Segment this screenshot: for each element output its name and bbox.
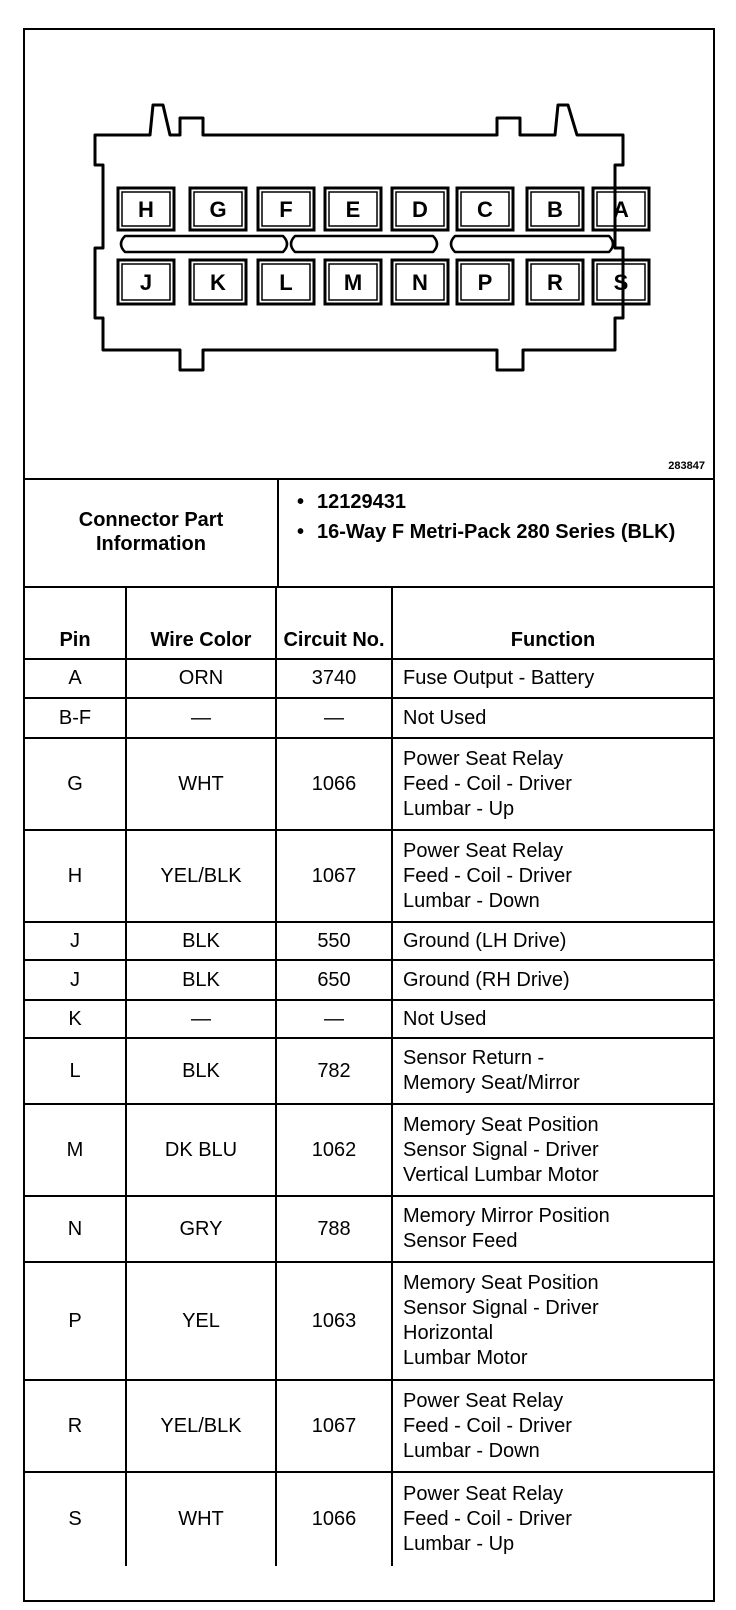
cavity-label-a: A [613, 197, 629, 222]
pin-cell: L [25, 1038, 126, 1104]
figure-id: 283847 [668, 460, 705, 472]
cavity-label-c: C [477, 197, 493, 222]
wire-color-cell: BLK [126, 1038, 276, 1104]
key-rail-left [121, 236, 287, 252]
table-row [25, 738, 713, 830]
function-cell: Power Seat Relay Feed - Coil - Driver Lumbar - Up [392, 1472, 713, 1566]
table-row [25, 1038, 713, 1104]
cavity-label-d: D [412, 197, 428, 222]
wire-color-cell: ORN [126, 659, 276, 698]
pin-table-header-row [25, 587, 713, 659]
bottom-row-cavities [118, 260, 649, 304]
table-row [25, 1196, 713, 1262]
key-rail-center [291, 236, 437, 252]
pin-cell: P [25, 1262, 126, 1380]
circuit-no-cell: 1062 [276, 1104, 392, 1196]
connector-body-outline [95, 105, 623, 370]
wire-color-cell: WHT [126, 1472, 276, 1566]
function-cell: Memory Seat Position Sensor Signal - Driver Horizontal Lumbar Motor [392, 1262, 713, 1380]
wire-color-cell: YEL/BLK [126, 1380, 276, 1472]
wire-color-cell: — [126, 698, 276, 738]
circuit-no-cell: 3740 [276, 659, 392, 698]
cavity-label-k: K [210, 270, 226, 295]
function-cell: Ground (RH Drive) [392, 960, 713, 1000]
circuit-no-cell: 1063 [276, 1262, 392, 1380]
cavity-label-g: G [209, 197, 227, 222]
function-cell: Power Seat Relay Feed - Coil - Driver Lumbar - Up [392, 738, 713, 830]
table-row [25, 1380, 713, 1472]
header-circuit-no-text: Circuit No. [283, 629, 385, 651]
circuit-no-cell: 782 [276, 1038, 392, 1104]
cavity-label-p: P [477, 270, 493, 295]
pin-cell: R [25, 1380, 126, 1472]
connector-type: • 16-Way F Metri-Pack 280 Series (BLK) [295, 520, 705, 544]
pin-cell: B-F [25, 698, 126, 738]
table-row [25, 960, 713, 1000]
cavity-label-j: J [139, 270, 153, 295]
cavity-label-n: N [412, 270, 428, 295]
connector-face-diagram [25, 30, 713, 478]
function-cell: Fuse Output - Battery [392, 659, 713, 698]
top-row-cavities [118, 188, 649, 230]
function-cell: Memory Mirror Position Sensor Feed [392, 1196, 713, 1262]
table-row [25, 659, 713, 698]
pin-table-body [25, 659, 713, 1566]
header-pin: Pin [25, 587, 126, 659]
circuit-no-cell: 650 [276, 960, 392, 1000]
cavity-label-s: S [613, 270, 629, 295]
connector-part-info-row [25, 478, 713, 588]
table-row [25, 1104, 713, 1196]
pin-cell: H [25, 830, 126, 922]
table-row [25, 1262, 713, 1380]
function-cell: Power Seat Relay Feed - Coil - Driver Lumbar - Down [392, 830, 713, 922]
function-cell: Ground (LH Drive) [392, 922, 713, 960]
cavity-label-r: R [547, 270, 563, 295]
wire-color-cell: BLK [126, 922, 276, 960]
header-wire-color: Wire Color [126, 587, 276, 659]
circuit-no-cell: 1067 [276, 830, 392, 922]
circuit-no-cell: — [276, 1000, 392, 1038]
table-row [25, 1000, 713, 1038]
wire-color-cell: GRY [126, 1196, 276, 1262]
function-cell: Power Seat Relay Feed - Coil - Driver Lumbar - Down [392, 1380, 713, 1472]
header-circuit-no [276, 587, 392, 659]
function-cell: Not Used [392, 1000, 713, 1038]
wire-color-cell: YEL/BLK [126, 830, 276, 922]
pin-cell: M [25, 1104, 126, 1196]
circuit-no-cell: 1066 [276, 1472, 392, 1566]
cavity-label-l: L [279, 270, 293, 295]
wire-color-cell: DK BLU [126, 1104, 276, 1196]
wire-color-cell: BLK [126, 960, 276, 1000]
cavity-label-f: F [279, 197, 293, 222]
circuit-no-cell: 788 [276, 1196, 392, 1262]
circuit-no-cell: 550 [276, 922, 392, 960]
circuit-no-cell: — [276, 698, 392, 738]
pin-table [25, 586, 713, 1566]
cavity-label-e: E [345, 197, 361, 222]
function-cell: Sensor Return - Memory Seat/Mirror [392, 1038, 713, 1104]
pin-cell: G [25, 738, 126, 830]
pin-cell: A [25, 659, 126, 698]
wire-color-cell: — [126, 1000, 276, 1038]
pin-cell: K [25, 1000, 126, 1038]
cavity-label-h: H [138, 197, 154, 222]
pin-cell: S [25, 1472, 126, 1566]
header-function: Function [392, 587, 713, 659]
circuit-no-cell: 1066 [276, 738, 392, 830]
cavity-label-b: B [547, 197, 563, 222]
pin-cell: N [25, 1196, 126, 1262]
wire-color-cell: YEL [126, 1262, 276, 1380]
connector-diagram-cell [25, 30, 713, 480]
connector-part-info-list [295, 490, 705, 550]
connector-part-info-label [25, 478, 279, 586]
connector-part-info-label-text: Connector Part Information [78, 509, 224, 555]
key-rail-right [451, 236, 613, 252]
wire-color-cell: WHT [126, 738, 276, 830]
cavity-label-m: M [343, 270, 363, 295]
table-row [25, 830, 713, 922]
connector-sheet [23, 28, 715, 1602]
table-row [25, 698, 713, 738]
function-cell: Not Used [392, 698, 713, 738]
table-row [25, 1472, 713, 1566]
part-number: • 12129431 [295, 490, 705, 514]
function-cell: Memory Seat Position Sensor Signal - Driver Vertical Lumbar Motor [392, 1104, 713, 1196]
pin-cell: J [25, 922, 126, 960]
pin-cell: J [25, 960, 126, 1000]
table-row [25, 922, 713, 960]
circuit-no-cell: 1067 [276, 1380, 392, 1472]
